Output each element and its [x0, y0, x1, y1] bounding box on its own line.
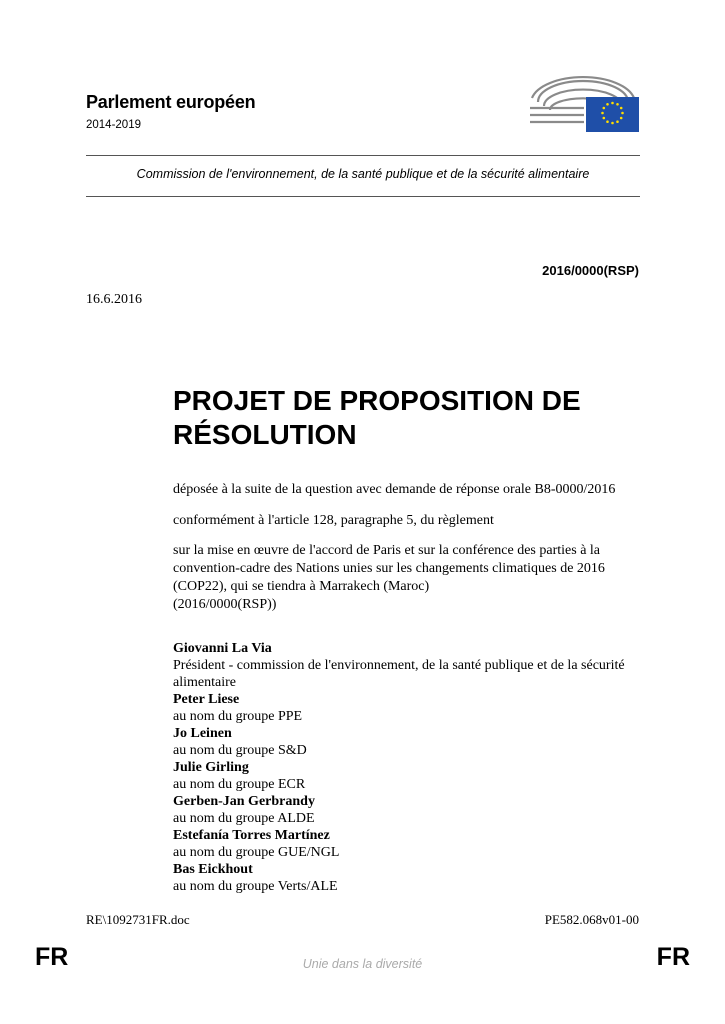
author-role: au nom du groupe Verts/ALE	[173, 879, 338, 894]
paragraph-deposit: déposée à la suite de la question avec demande de réponse orale B8-0000/2016	[173, 482, 616, 497]
eu-motto: Unie dans la diversité	[302, 957, 423, 971]
procedure-number: 2016/0000(RSP)	[542, 263, 639, 278]
document-reference: RE\1092731FR.doc	[86, 912, 190, 927]
author-name: Jo Leinen	[173, 726, 232, 741]
author-role: Président - commission de l'environnement, de la santé publique et de la sécurité alimentaire	[173, 658, 625, 690]
pe-reference: PE582.068v01-00	[544, 912, 639, 927]
author-role: au nom du groupe ALDE	[173, 811, 315, 826]
language-code-right: FR	[656, 943, 690, 971]
author-role: au nom du groupe PPE	[173, 709, 303, 724]
author-role: au nom du groupe S&D	[173, 743, 307, 758]
author-name: Bas Eickhout	[173, 862, 253, 877]
author-name: Estefanía Torres Martínez	[173, 828, 330, 843]
language-code-left: FR	[35, 943, 69, 971]
subject-procedure: (2016/0000(RSP))	[173, 597, 277, 612]
author-name: Peter Liese	[173, 692, 240, 707]
european-parliament-logo-icon	[526, 68, 640, 134]
parliamentary-term: 2014-2019	[86, 119, 141, 131]
document-date: 16.6.2016	[86, 292, 142, 307]
document-title: PROJET DE PROPOSITION DE RÉSOLUTION	[173, 385, 581, 450]
paragraph-rule: conformément à l'article 128, paragraphe 5, du règlement	[173, 513, 494, 528]
author-name: Gerben-Jan Gerbrandy	[173, 794, 315, 809]
institution-name: Parlement européen	[86, 92, 256, 112]
header-divider-bottom	[86, 196, 640, 197]
author-name: Julie Girling	[173, 760, 249, 775]
author-role: au nom du groupe GUE/NGL	[173, 845, 340, 860]
author-role: au nom du groupe ECR	[173, 777, 306, 792]
header-divider-top	[86, 155, 640, 156]
author-name: Giovanni La Via	[173, 641, 272, 656]
subject-text: sur la mise en œuvre de l'accord de Paris et sur la conférence des parties à la convention-cadre des Nations unies sur les changements climatiques de 2016 (COP22), qui se tiendra à Marrakech (Maroc)	[173, 543, 605, 594]
committee-name: Commission de l'environnement, de la santé publique et de la sécurité alimentaire	[136, 167, 590, 181]
paragraph-subject	[173, 542, 643, 614]
authors-list	[173, 640, 643, 895]
